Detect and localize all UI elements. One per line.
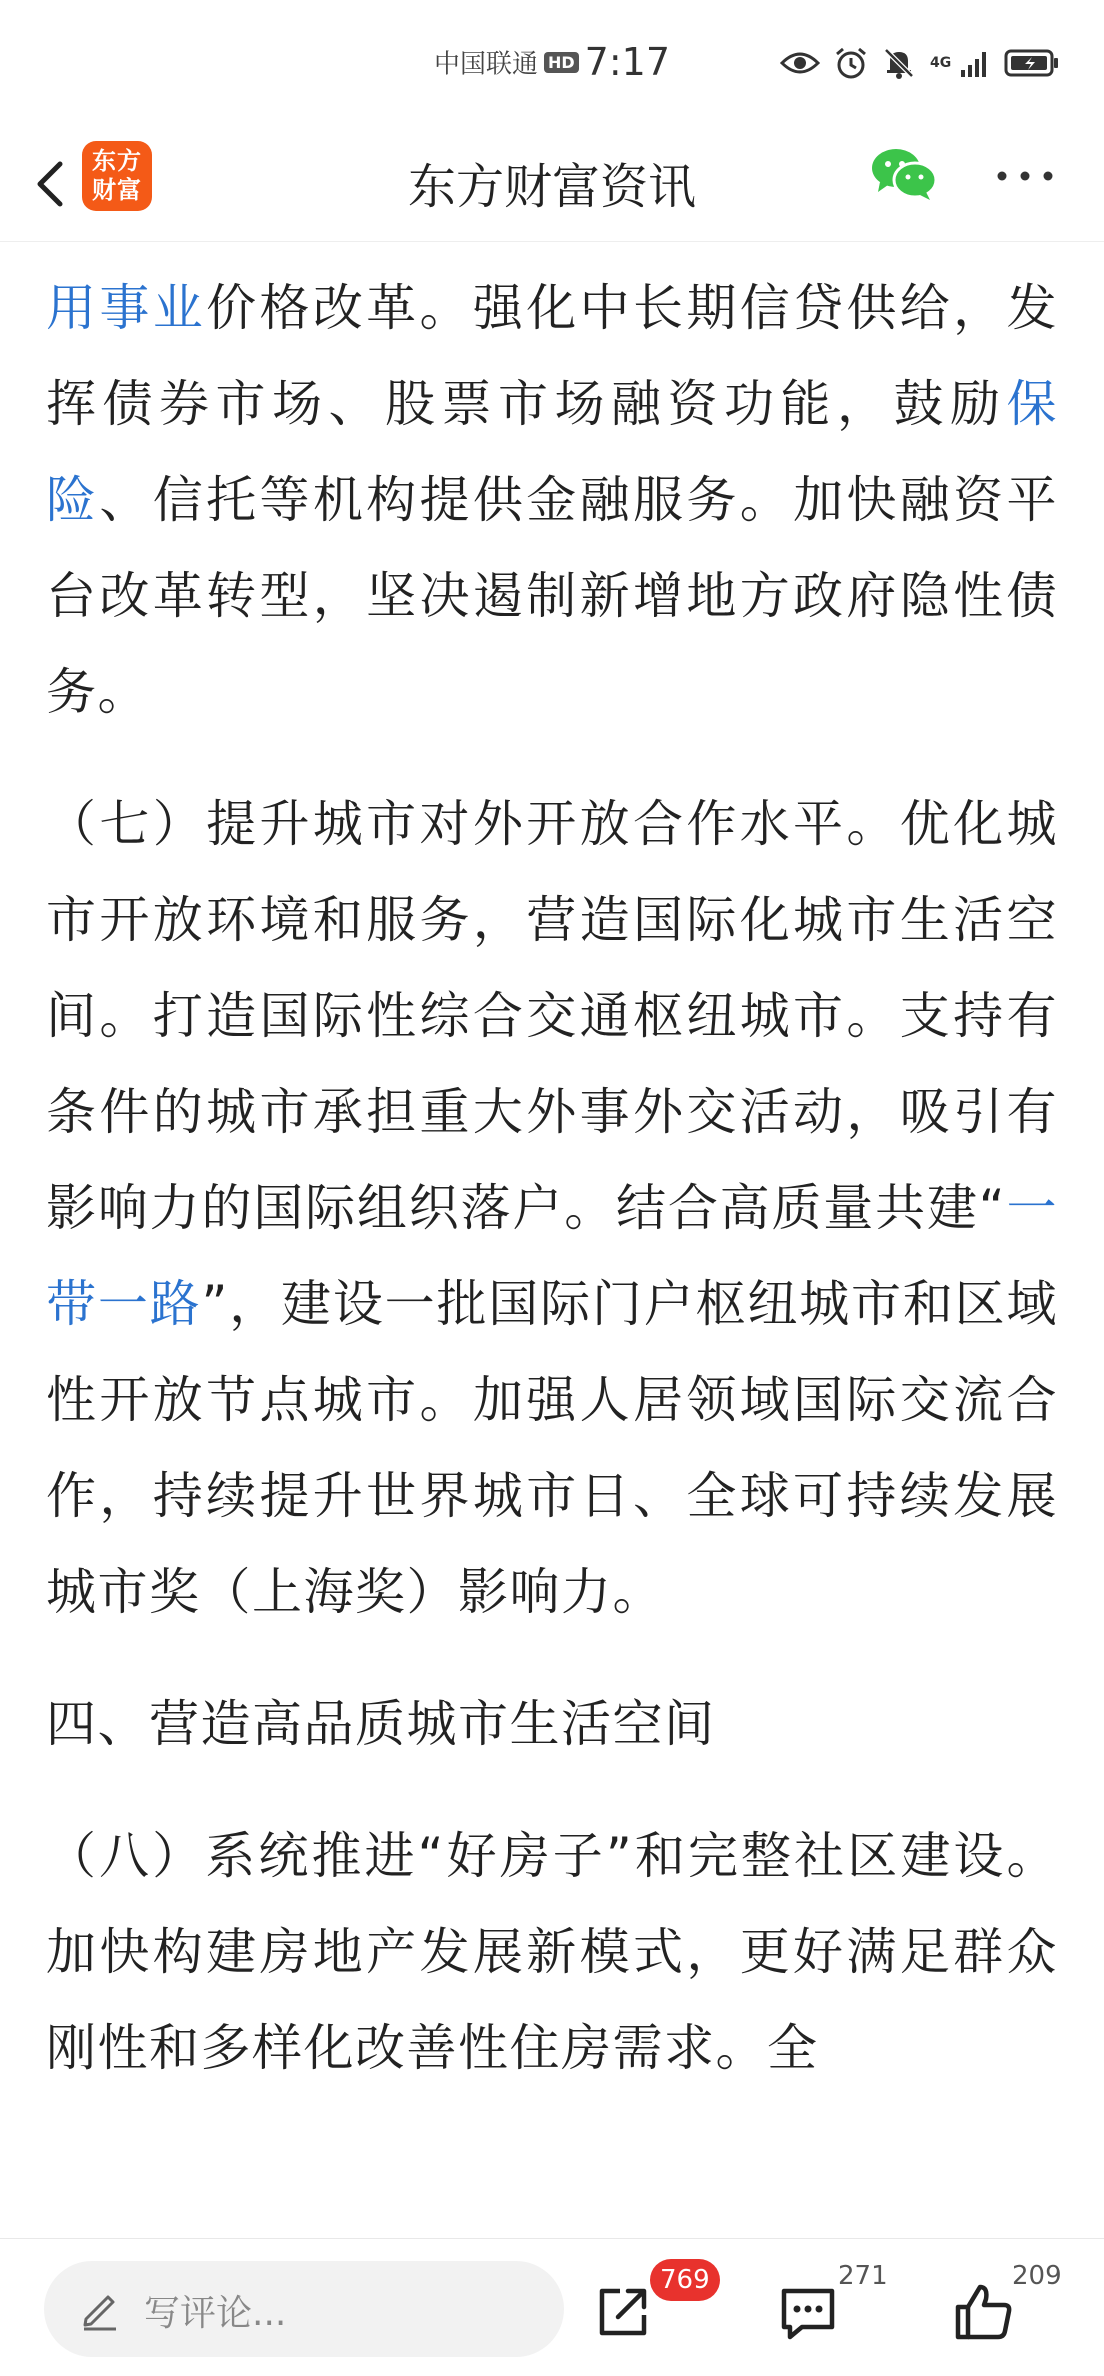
comment-count: 271 (838, 2261, 888, 2291)
section-heading: 四、营造高品质城市生活空间 (46, 1695, 716, 1753)
comment-placeholder: 写评论... (144, 2293, 287, 2334)
status-bar (0, 0, 1104, 130)
pencil-icon (80, 2287, 120, 2331)
share-icon[interactable] (592, 2279, 656, 2343)
link-baoxian[interactable]: 保险 (46, 375, 1058, 529)
comment-icon[interactable] (776, 2281, 840, 2345)
battery-icon (1004, 48, 1060, 78)
thumbs-up-icon[interactable] (952, 2279, 1016, 2343)
paragraph-2-text-a: （七）提升城市对外开放合作水平。优化城市开放环境和服务，营造国际化城市生活空间。打造国际性综合交通枢纽城市。支持有条件的城市承担重大外事外交活动，吸引有影响力的国际组织落户。结合高质量共建“ (46, 795, 1058, 1237)
article-paragraph-3: （八）系统推进“好房子”和完整社区建设。加快构建房地产发展新模式，更好满足群众刚性和多样化改善性住房需求。全 (46, 1827, 1058, 2077)
wechat-share-icon[interactable] (868, 144, 940, 204)
paragraph-1-text-a: 价格改革。强化中长期信贷供给，发挥债券市场、股票市场融资功能，鼓励 (46, 279, 1058, 433)
mute-bell-icon (882, 46, 916, 80)
alarm-icon (834, 46, 868, 80)
link-gongyong-shiye[interactable]: 用事业 (46, 279, 207, 337)
paragraph-1-text-b: 、信托等机构提供金融服务。加快融资平台改革转型，坚决遏制新增地方政府隐性债务。 (46, 471, 1058, 721)
paragraph-2-text-b: ”，建设一批国际门户枢纽城市和区域性开放节点城市。加强人居领域国际交流合作，持续提升世界城市日、全球可持续发展城市奖（上海奖）影响力。 (46, 1275, 1058, 1621)
link-yidai-yilu[interactable]: 一带一路 (46, 1179, 1058, 1333)
share-count-badge: 769 (650, 2259, 720, 2301)
bottom-action-bar (0, 2238, 1104, 2376)
carrier-label: 中国联通 (433, 49, 538, 80)
comment-input[interactable] (44, 2261, 564, 2357)
status-icons (780, 46, 1060, 80)
clock-time: 7:17 (584, 40, 671, 84)
eye-icon (780, 49, 820, 77)
logo-line-2: 财富 (92, 176, 142, 204)
hd-badge: HD (544, 52, 579, 73)
article-paragraph-1 (46, 242, 1058, 740)
page-title: 东方财富资讯 (407, 159, 696, 215)
logo-line-1: 东方 (92, 147, 142, 175)
more-options-icon[interactable] (992, 146, 1058, 206)
like-count: 209 (1012, 2261, 1062, 2291)
nav-bar (0, 130, 1104, 242)
article-paragraph-2 (46, 776, 1058, 1640)
article-body (46, 242, 1058, 2238)
signal-icon (960, 48, 990, 78)
network-label: 4G (930, 55, 952, 71)
